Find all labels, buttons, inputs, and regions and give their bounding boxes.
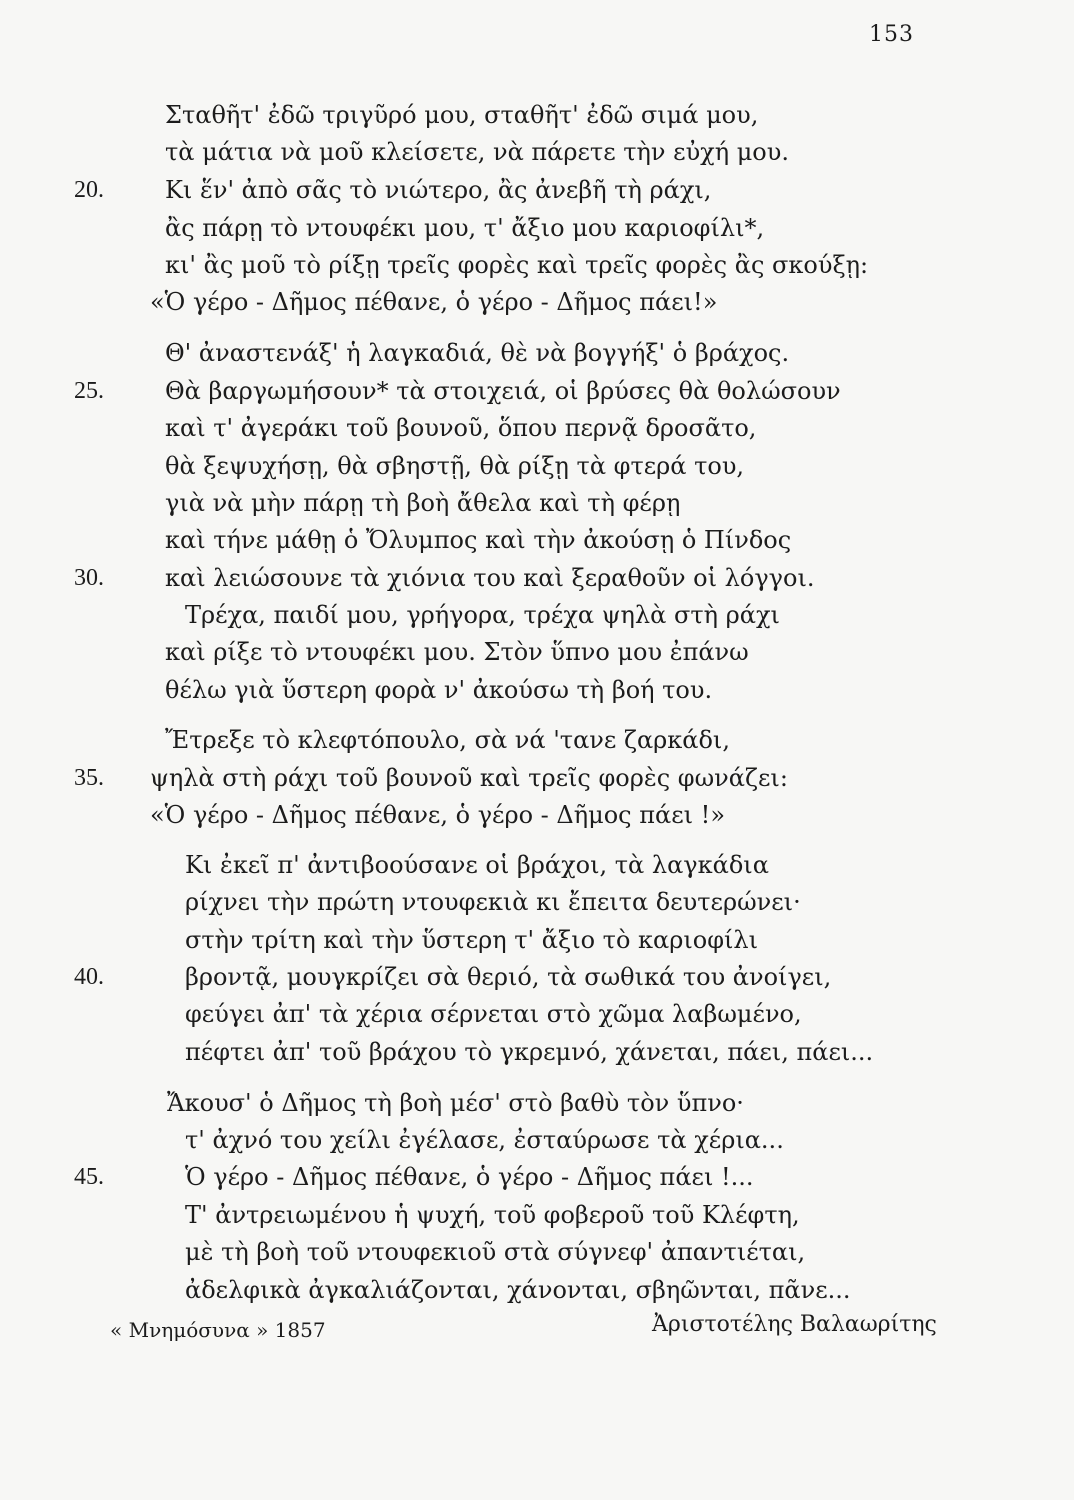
source-citation: « Μνημόσυνα » 1857 [110,1318,326,1342]
line-text: ἀδελφικὰ ἀγκαλιάζονται, χάνονται, σβηῶνται, πᾶνε... [185,1276,851,1304]
line-text: βροντᾷ, μουγκρίζει σὰ θεριό, τὰ σωθικά του ἀνοίγει, [185,963,832,991]
verse-line [0,1234,1000,1270]
line-text: Κι ἐκεῖ π' ἀντιβοούσανε οἱ βράχοι, τὰ λαγκάδια [185,851,769,879]
line-text: καὶ τήνε μάθῃ ὁ Ὄλυμπος καὶ τὴν ἀκούσῃ ὁ Πίνδος [165,526,792,554]
verse-line [0,634,1000,670]
line-text: καὶ λειώσουνε τὰ χιόνια του καὶ ξεραθοῦν οἱ λόγγοι. [165,564,815,592]
verse-line [0,1159,1000,1195]
line-text: Σταθῆτ' ἐδῶ τριγῦρό μου, σταθῆτ' ἐδῶ σιμά μου, [165,101,759,129]
verse-line [0,884,1000,920]
verse-line [0,597,1000,633]
line-text: κι' ἂς μοῦ τὸ ρίξῃ τρεῖς φορὲς καὶ τρεῖς φορὲς ἂς σκούξῃ: [165,251,869,279]
verse-line [0,485,1000,521]
line-text: ρίχνει τὴν πρώτη ντουφεκιὰ κι ἔπειτα δευτερώνει· [185,888,801,916]
verse-line [0,284,1000,320]
verse-line [0,560,1000,596]
line-text: ψηλὰ στὴ ράχι τοῦ βουνοῦ καὶ τρεῖς φορὲς φωνάζει: [150,764,788,792]
verse-line [0,996,1000,1032]
line-text: Θὰ βαργωμήσουν* τὰ στοιχειά, οἱ βρύσες θὰ θολώσουν [165,377,841,405]
line-number: 35. [74,765,104,791]
verse-line [0,1085,1000,1121]
verse-line [0,1197,1000,1233]
verse-line [0,760,1000,796]
verse-line [0,97,1000,133]
line-text: Κι ἕν' ἀπὸ σᾶς τὸ νιώτερο, ἂς ἀνεβῆ τὴ ράχι, [165,176,712,204]
verse-line [0,410,1000,446]
line-text: καὶ ρίξε τὸ ντουφέκι μου. Στὸν ὕπνο μου ἐπάνω [165,638,749,666]
line-text: «Ὁ γέρο - Δῆμος πέθανε, ὁ γέρο - Δῆμος πάει!» [150,288,718,316]
verse-line [0,922,1000,958]
verse-line [0,672,1000,708]
author-name: Ἀριστοτέλης Βαλαωρίτης [652,1312,937,1337]
line-number: 45. [74,1164,104,1190]
line-text: Ἄκουσ' ὁ Δῆμος τὴ βοὴ μέσ' στὸ βαθὺ τὸν ὕπνο· [167,1089,744,1117]
line-text: καὶ τ' ἀγεράκι τοῦ βουνοῦ, ὅπου περνᾷ δροσᾶτο, [165,414,757,442]
verse-line [0,1122,1000,1158]
line-text: Ὁ γέρο - Δῆμος πέθανε, ὁ γέρο - Δῆμος πάει !... [185,1163,754,1191]
line-text: θέλω γιὰ ὕστερη φορὰ ν' ἀκούσω τὴ βοή του. [165,676,713,704]
verse-line [0,172,1000,208]
verse-line [0,722,1000,758]
line-text: Τ' ἀντρειωμένου ἡ ψυχή, τοῦ φοβεροῦ τοῦ Κλέφτη, [185,1201,800,1229]
line-text: τ' ἀχνό του χείλι ἐγέλασε, ἐσταύρωσε τὰ χέρια... [185,1126,784,1154]
line-number: 20. [74,177,104,203]
line-text: Θ' ἀναστενάξ' ἡ λαγκαδιά, θὲ νὰ βογγήξ' ὁ βράχος. [165,339,790,367]
verse-line [0,247,1000,283]
line-text: θὰ ξεψυχήσῃ, θὰ σβηστῇ, θὰ ρίξῃ τὰ φτερά του, [165,452,745,480]
verse-line [0,210,1000,246]
line-text: μὲ τὴ βοὴ τοῦ ντουφεκιοῦ στὰ σύγνεφ' ἀπαντιέται, [185,1238,806,1266]
line-text: γιὰ νὰ μὴν πάρῃ τὴ βοὴ ἄθελα καὶ τὴ φέρῃ [165,489,681,517]
line-text: «Ὁ γέρο - Δῆμος πέθανε, ὁ γέρο - Δῆμος πάει !» [150,801,726,829]
verse-line [0,797,1000,833]
verse-line [0,959,1000,995]
verse-line [0,335,1000,371]
verse-line [0,1034,1000,1070]
line-text: φεύγει ἀπ' τὰ χέρια σέρνεται στὸ χῶμα λαβωμένο, [185,1000,802,1028]
line-text: ἂς πάρῃ τὸ ντουφέκι μου, τ' ἄξιο μου καριοφίλι*, [165,214,765,242]
line-text: Τρέχα, παιδί μου, γρήγορα, τρέχα ψηλὰ στὴ ράχι [185,601,780,629]
verse-line [0,448,1000,484]
line-number: 30. [74,565,104,591]
line-text: στὴν τρίτη καὶ τὴν ὕστερη τ' ἄξιο τὸ καριοφίλι [185,926,759,954]
verse-line [0,847,1000,883]
line-text: τὰ μάτια νὰ μοῦ κλείσετε, νὰ πάρετε τὴν εὐχή μου. [165,138,789,166]
verse-line [0,134,1000,170]
verse-line [0,373,1000,409]
verse-line [0,1272,1000,1308]
line-number: 40. [74,964,104,990]
line-number: 25. [74,378,104,404]
verse-line [0,522,1000,558]
page-number: 153 [869,22,914,47]
line-text: Ἔτρεξε τὸ κλεφτόπουλο, σὰ νά 'τανε ζαρκάδι, [165,726,730,754]
line-text: πέφτει ἀπ' τοῦ βράχου τὸ γκρεμνό, χάνεται, πάει, πάει... [185,1038,874,1066]
